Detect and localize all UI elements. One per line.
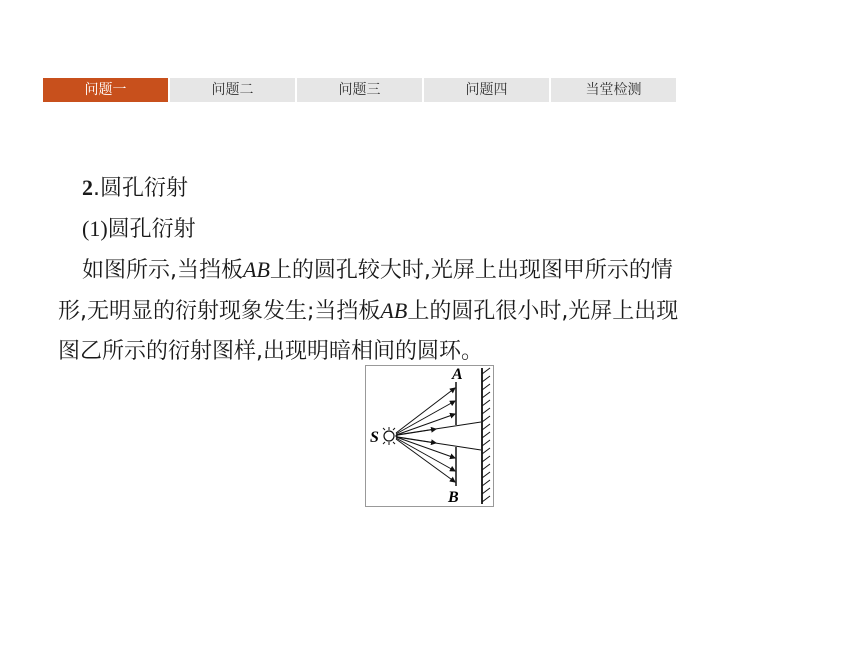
- point-b-label: B: [448, 489, 459, 506]
- paragraph-line-2: [58, 291, 818, 332]
- lesson-content: [58, 168, 818, 372]
- subsection-number: (1): [82, 216, 108, 241]
- paragraph-text: 形,无明显的衍射现象发生;当挡板: [58, 299, 381, 324]
- baffle-label: AB: [243, 257, 270, 282]
- source-label: S: [370, 429, 379, 446]
- tab-question-4[interactable]: 问题四: [424, 78, 549, 102]
- baffle-label: AB: [380, 298, 408, 323]
- tab-question-2[interactable]: 问题二: [170, 78, 295, 102]
- section-title: .圆孔衍射: [93, 176, 188, 201]
- light-rays: [396, 388, 481, 482]
- subsection-heading: [58, 209, 818, 250]
- subsection-title: 圆孔衍射: [107, 217, 196, 242]
- paragraph-text: 上的圆孔较大时,光屏上出现图甲所示的情: [269, 258, 673, 283]
- tab-question-1[interactable]: 问题一: [43, 78, 168, 102]
- section-heading: [58, 168, 818, 209]
- diffraction-figure: [365, 365, 494, 507]
- light-source-icon: [383, 427, 398, 445]
- paragraph-text: 图乙所示的衍射图样,出现明暗相间的圆环。: [58, 339, 483, 364]
- diffraction-diagram: [366, 366, 493, 506]
- tab-question-3[interactable]: 问题三: [297, 78, 422, 102]
- tab-bar: [43, 78, 676, 102]
- section-number: 2: [82, 175, 93, 200]
- screen: [482, 368, 490, 504]
- paragraph-line-1: [58, 250, 818, 291]
- point-a-label: A: [452, 366, 463, 383]
- paragraph-text: 如图所示,当挡板: [82, 258, 243, 283]
- tab-class-test[interactable]: 当堂检测: [551, 78, 676, 102]
- paragraph-text: 上的圆孔很小时,光屏上出现: [407, 299, 679, 324]
